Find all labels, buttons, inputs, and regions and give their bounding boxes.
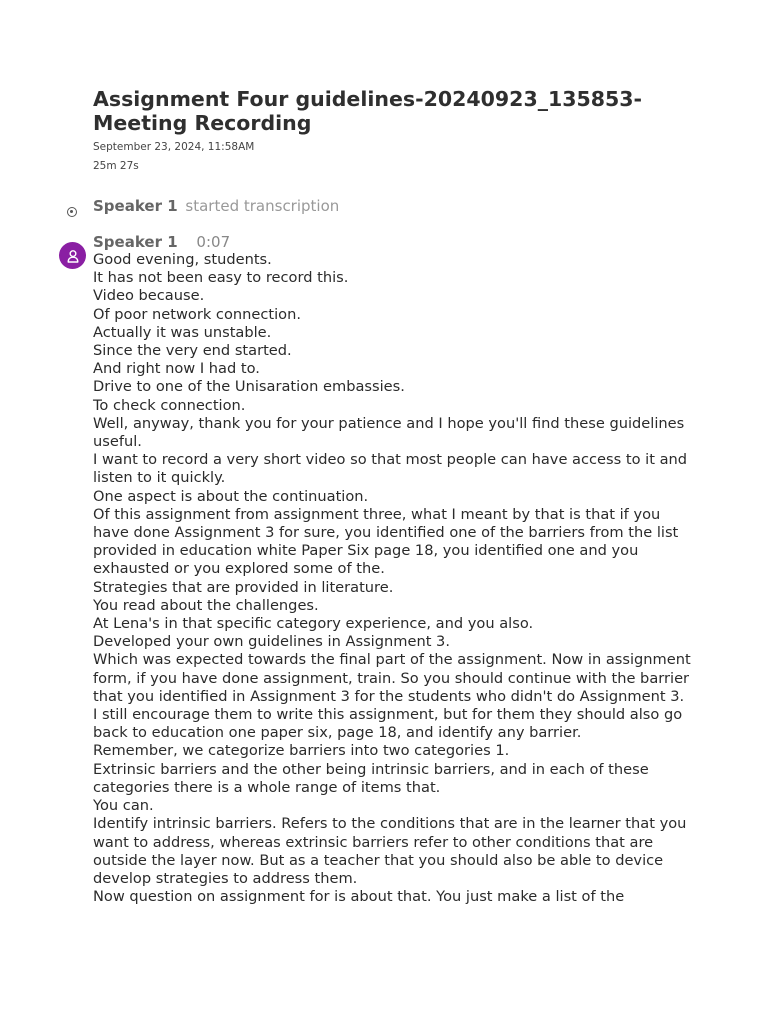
transcript-entry-header (93, 232, 230, 252)
transcript-line: Actually it was unstable. (93, 323, 272, 341)
transcript-line: Extrinsic barriers and the other being intrinsic barriers, and in each of these categories there is a whole range of items that. (93, 760, 649, 796)
transcript-line: You read about the challenges. (93, 596, 319, 614)
transcript-line: Now question on assignment for is about that. You just make a list of the (93, 888, 625, 906)
transcription-started-event (93, 196, 339, 216)
transcript-line: I still encourage them to write this assignment, but for them they should also go back to education one paper six, page 18, and identify any barrier. (93, 706, 683, 742)
transcript-line: Drive to one of the Unisaration embassies. (93, 378, 405, 396)
page-title: Assignment Four guidelines-20240923_135853-Meeting Recording (93, 87, 643, 135)
transcript-line: And right now I had to. (93, 360, 260, 378)
transcript-body (93, 251, 693, 906)
transcript-line: One aspect is about the continuation. (93, 487, 369, 505)
transcript-line: To check connection. (93, 396, 246, 414)
transcript-line: Remember, we categorize barriers into two categories 1. (93, 742, 510, 760)
transcript-line: Developed your own guidelines in Assignment 3. (93, 633, 450, 651)
transcript-line: Identify intrinsic barriers. Refers to the conditions that are in the learner that you want to address, whereas extrinsic barriers refer to other conditions that are outside the layer now. But as a teacher that you should also be able to device develop strategies to address them. (93, 815, 687, 887)
entry-speaker-name: Speaker 1 (93, 233, 178, 251)
transcript-line: Of poor network connection. (93, 305, 301, 323)
transcript-line: I want to record a very short video so that most people can have access to it and listen to it quickly. (93, 451, 688, 487)
transcript-line: Good evening, students. (93, 251, 272, 268)
started-transcription-text: started transcription (185, 197, 340, 215)
transcript-line: Of this assignment from assignment three, what I meant by that is that if you have done Assignment 3 for sure, you identified one of the barriers from the list provided in education white Paper Six page 18, you identified one and you exhausted or you explored some of the. (93, 505, 679, 578)
speaker-avatar (59, 242, 86, 269)
transcript-line: At Lena's in that specific category experience, and you also. (93, 615, 534, 633)
record-started-icon (67, 207, 77, 217)
transcript-line: Strategies that are provided in literature. (93, 578, 394, 596)
entry-timestamp[interactable]: 0:07 (196, 233, 231, 251)
transcript-line: Video because. (93, 287, 205, 305)
recording-duration: 25m 27s (93, 160, 139, 172)
speaker-name: Speaker 1 (93, 197, 178, 215)
person-icon (66, 249, 80, 263)
transcript-line: It has not been easy to record this. (93, 269, 349, 287)
transcript-line: Which was expected towards the final part of the assignment. Now in assignment form, if you have done assignment, train. So you should continue with the barrier that you identified in Assignment 3 for the students who didn't do Assignment 3. (93, 651, 691, 705)
recording-date: September 23, 2024, 11:58AM (93, 141, 255, 153)
transcript-line: Well, anyway, thank you for your patience and I hope you'll find these guidelines useful. (93, 414, 685, 451)
transcript-line: You can. (93, 797, 154, 815)
transcript-line: Since the very end started. (93, 342, 292, 360)
